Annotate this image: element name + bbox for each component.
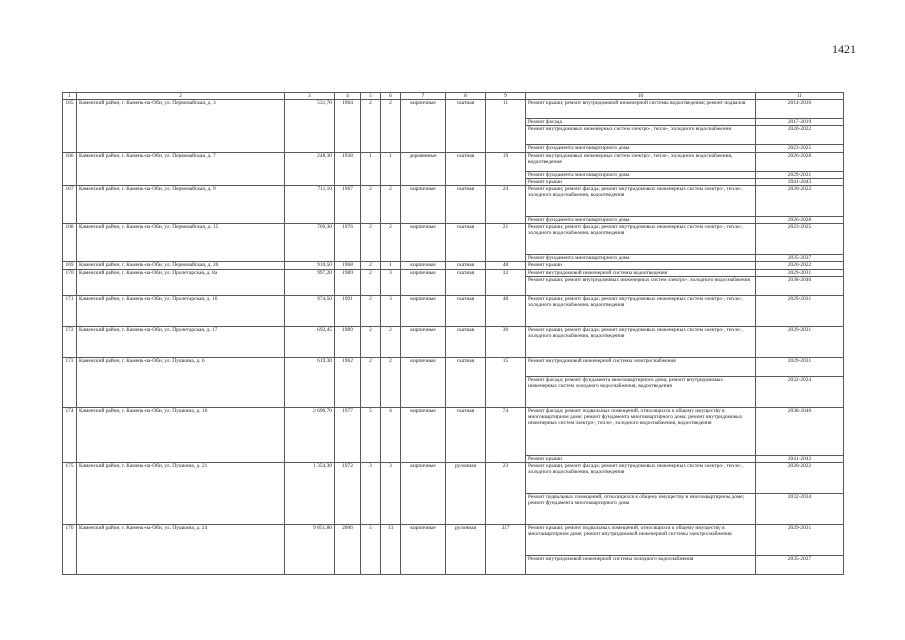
entrances-cell: 2 [381,100,401,152]
year-cell: 1964 [335,100,361,152]
residents-cell: 48 [486,295,526,326]
year-cell: 1962 [335,357,361,407]
area-cell: 692,45 [285,326,335,357]
column-header: 9 [486,93,526,100]
roof-cell: рулонная [446,463,486,525]
residents-cell: 30 [486,326,526,357]
floors-cell: 1 [361,152,381,185]
row-number: 166 [63,152,77,185]
entrances-cell: 2 [381,357,401,407]
address-cell: Каменский район, г. Камень-на-Оби, ул. Первомайская, д. 7 [77,152,285,185]
residents-cell: 32 [486,269,526,295]
floors-cell: 2 [361,224,381,262]
walls-cell: кирпичные [401,262,446,269]
work-cell: Ремонт крыши; ремонт фасада; ремонт внутридомовых инженерных систем электро-, тепло-, холодного водоснабжения, водоотведения [526,186,756,217]
floors-cell: 3 [361,463,381,525]
walls-cell: кирпичные [401,525,446,575]
work-cell: Ремонт подвальных помещений, относящихся к общему имуществу в многоквартирном доме; ремонт фундамента многоквартирного дома [526,494,756,525]
period-cell: 2020-2022 [756,126,844,145]
year-cell: 1977 [335,407,361,462]
table-row [63,100,844,119]
area-cell: 910,50 [285,262,335,269]
year-cell: 1976 [335,224,361,262]
work-cell: Ремонт фасада; ремонт подвальных помещений, относящихся к общему имуществу в многоквартирном доме; ремонт фундамента многоквартирного дома; ремонт внутридомовых инженерных систем электро-, тепло-, холодного водоснабжения, водоотведения [526,407,756,455]
period-cell: 2023-2025 [756,145,844,152]
roof-cell: скатная [446,152,486,185]
area-cell: 709,30 [285,224,335,262]
table-row [63,295,844,326]
floors-cell: 2 [361,326,381,357]
year-cell: 1967 [335,186,361,224]
address-cell: Каменский район, г. Камень-на-Оби, ул. Первомайская, д. 15 [77,224,285,262]
column-header: 5 [361,93,381,100]
walls-cell: кирпичные [401,326,446,357]
residents-cell: 23 [486,463,526,525]
roof-cell: скатная [446,357,486,407]
row-number: 176 [63,525,77,575]
work-cell: Ремонт внутридомовой инженерной системы электроснабжения [526,357,756,376]
period-cell: 2032-2034 [756,376,844,407]
work-cell: Ремонт фасада; ремонт фундамента многоквартирного дома; ремонт внутридомовых инженерных систем холодного водоснабжения, водоотведения [526,376,756,407]
column-header: 11 [756,93,844,100]
table-row [63,407,844,455]
floors-cell: 5 [361,407,381,462]
housing-repair-table [62,92,844,575]
entrances-cell: 4 [381,407,401,462]
address-cell: Каменский район, г. Камень-на-Оби, ул. Пушкина, д. 24 [77,525,285,575]
work-cell: Ремонт внутридомовой инженерной системы водоотведения [526,269,756,276]
period-cell: 2029-2031 [756,269,844,276]
entrances-cell: 2 [381,224,401,262]
area-cell: 248,30 [285,152,335,185]
address-cell: Каменский район, г. Камень-на-Оби, ул. Пролетарская, д. 16 [77,295,285,326]
period-cell: 2020-2022 [756,262,844,269]
entrances-cell: 2 [381,326,401,357]
floors-cell: 2 [361,357,381,407]
period-cell: 2041-2043 [756,178,844,185]
work-cell: Ремонт крыши [526,178,756,185]
work-cell: Ремонт крыши; ремонт фасада; ремонт внутридомовых инженерных систем электро-, тепло-, холодного водоснабжения, водоотведения [526,295,756,326]
period-cell: 2029-2031 [756,171,844,178]
work-cell: Ремонт крыши [526,262,756,269]
floors-cell: 2 [361,100,381,152]
floors-cell: 5 [361,525,381,575]
area-cell: 711,10 [285,186,335,224]
year-cell: 1991 [335,295,361,326]
row-number: 168 [63,224,77,262]
floors-cell: 2 [361,269,381,295]
walls-cell: кирпичные [401,463,446,525]
address-cell: Каменский район, г. Камень-на-Оби, ул. Пушкина, д. 6 [77,357,285,407]
page-number: 1421 [832,42,856,56]
header-row [63,93,844,100]
work-cell: Ремонт фасада [526,119,756,126]
table-row [63,463,844,494]
period-cell: 2020-2022 [756,463,844,494]
year-cell: 1972 [335,463,361,525]
work-cell: Ремонт фундамента многоквартирного дома [526,171,756,178]
period-cell: 2029-2031 [756,295,844,326]
work-cell: Ремонт фундамента многоквартирного дома [526,145,756,152]
entrances-cell: 3 [381,463,401,525]
table-row [63,269,844,276]
residents-cell: 48 [486,262,526,269]
area-cell: 2 696,70 [285,407,335,462]
work-cell: Ремонт крыши; ремонт фасада; ремонт внутридомовых инженерных систем электро-, тепло-, холодного водоснабжения, водоотведения [526,224,756,255]
table-row [63,224,844,255]
roof-cell: скатная [446,186,486,224]
walls-cell: кирпичные [401,224,446,262]
area-cell: 531,70 [285,100,335,152]
year-cell: 1968 [335,262,361,269]
period-cell: 2020-2022 [756,186,844,217]
period-cell: 2041-2043 [756,455,844,462]
address-cell: Каменский район, г. Камень-на-Оби, ул. Первомайская, д. 9 [77,186,285,224]
roof-cell: скатная [446,269,486,295]
column-header: 6 [381,93,401,100]
area-cell: 974,50 [285,295,335,326]
residents-cell: 24 [486,186,526,224]
residents-cell: 11 [486,100,526,152]
work-cell: Ремонт внутридомовых инженерных систем электро-, тепло-, холодного водоснабжения, водоотведения [526,152,756,171]
column-header: 4 [335,93,361,100]
roof-cell: скатная [446,407,486,462]
residents-cell: 19 [486,152,526,185]
period-cell: 2029-2031 [756,525,844,556]
table-row [63,357,844,376]
roof-cell: скатная [446,100,486,152]
row-number: 172 [63,326,77,357]
address-cell: Каменский район, г. Камень-на-Оби, ул. Первомайская, д. 3 [77,100,285,152]
column-header: 1 [63,93,77,100]
area-cell: 997,20 [285,269,335,295]
year-cell: 2006 [335,525,361,575]
period-cell: 2026-2028 [756,217,844,224]
period-cell: 2017-2019 [756,119,844,126]
column-header: 10 [526,93,756,100]
floors-cell: 2 [361,186,381,224]
row-number: 165 [63,100,77,152]
row-number: 170 [63,269,77,295]
work-cell: Ремонт внутридомовой инженерной системы холодного водоснабжения [526,556,756,575]
column-header: 7 [401,93,446,100]
period-cell: 2035-2037 [756,556,844,575]
floors-cell: 2 [361,295,381,326]
roof-cell: скатная [446,262,486,269]
table-row [63,186,844,217]
row-number: 175 [63,463,77,525]
period-cell: 2038-2040 [756,407,844,455]
row-number: 169 [63,262,77,269]
walls-cell: деревянные [401,152,446,185]
roof-cell: рулонная [446,525,486,575]
period-cell: 2029-2031 [756,326,844,357]
roof-cell: скатная [446,326,486,357]
period-cell: 2023-2025 [756,224,844,255]
period-cell: 2032-2034 [756,494,844,525]
area-cell: 619,30 [285,357,335,407]
column-header: 2 [77,93,285,100]
work-cell: Ремонт крыши; ремонт фасада; ремонт внутридомовых инженерных систем электро-, тепло-, холодного водоснабжения, водоотведения [526,463,756,494]
work-cell: Ремонт внутридомовых инженерных систем электро-, тепло-, холодного водоснабжения [526,126,756,145]
column-header: 8 [446,93,486,100]
address-cell: Каменский район, г. Камень-на-Оби, ул. Пушкина, д. 21 [77,463,285,525]
year-cell: 1938 [335,152,361,185]
residents-cell: 15 [486,357,526,407]
walls-cell: кирпичные [401,295,446,326]
work-cell: Ремонт крыши; ремонт внутридомовых инженерных систем электро-, холодного водоснабжения [526,276,756,295]
table-row [63,525,844,556]
period-cell: 2035-2037 [756,255,844,262]
walls-cell: кирпичные [401,269,446,295]
row-number: 174 [63,407,77,462]
address-cell: Каменский район, г. Камень-на-Оби, ул. Пролетарская, д. 8а [77,269,285,295]
address-cell: Каменский район, г. Камень-на-Оби, ул. Пролетарская, д. 17 [77,326,285,357]
period-cell: 2029-2031 [756,357,844,376]
table-row [63,326,844,357]
entrances-cell: 1 [381,152,401,185]
walls-cell: кирпичные [401,407,446,462]
row-number: 173 [63,357,77,407]
residents-cell: 74 [486,407,526,462]
walls-cell: кирпичные [401,186,446,224]
column-header: 3 [285,93,335,100]
year-cell: 1989 [335,269,361,295]
area-cell: 9 851,80 [285,525,335,575]
work-cell: Ремонт крыши; ремонт внутридомовой инженерной системы водоотведения; ремонт подвалов [526,100,756,119]
entrances-cell: 3 [381,295,401,326]
table-row [63,262,844,269]
period-cell: 2038-2040 [756,276,844,295]
table-row [63,152,844,171]
walls-cell: кирпичные [401,100,446,152]
row-number: 171 [63,295,77,326]
roof-cell: скатная [446,224,486,262]
walls-cell: кирпичные [401,357,446,407]
work-cell: Ремонт фундамента многоквартирного дома [526,217,756,224]
work-cell: Ремонт крыши; ремонт подвальных помещений, относящихся к общему имуществу в многоквартирном доме; ремонт внутридомовой инженерной системы электроснабжения [526,525,756,556]
area-cell: 1 354,30 [285,463,335,525]
year-cell: 1989 [335,326,361,357]
residents-cell: 21 [486,224,526,262]
work-cell: Ремонт фундамента многоквартирного дома [526,255,756,262]
entrances-cell: 3 [381,269,401,295]
work-cell: Ремонт крыши [526,455,756,462]
floors-cell: 2 [361,262,381,269]
period-cell: 2014-2016 [756,100,844,119]
roof-cell: скатная [446,295,486,326]
entrances-cell: 1 [381,262,401,269]
residents-cell: 317 [486,525,526,575]
address-cell: Каменский район, г. Камень-на-Оби, ул. Пушкина, д. 16 [77,407,285,462]
period-cell: 2026-2028 [756,152,844,171]
entrances-cell: 13 [381,525,401,575]
row-number: 167 [63,186,77,224]
work-cell: Ремонт крыши; ремонт фасада; ремонт внутридомовых инженерных систем электро-, тепло-, холодного водоснабжения, водоотведения [526,326,756,357]
address-cell: Каменский район, г. Камень-на-Оби, ул. Первомайская, д. 26 [77,262,285,269]
entrances-cell: 2 [381,186,401,224]
